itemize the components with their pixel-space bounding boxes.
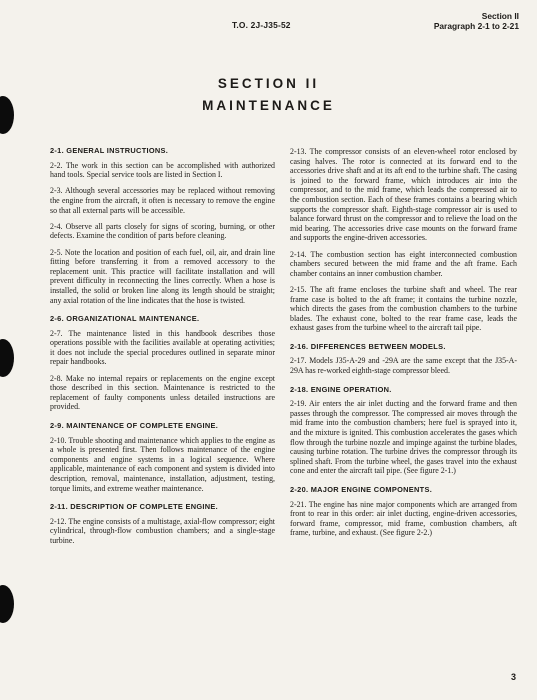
section-title: SECTION II xyxy=(217,76,320,91)
paragraph: 2-13. The compressor consists of an eleven-wheel rotor enclosed by casing halves. The rotor is connected at its forward end to the accessories drive shaft and at its aft end to the turbine shaft. The casing is joined to the forward frame, which introduces air into the compressor, and to the mid frame, which leads the compressed air to the combustion section. Each of these frames contains a bearing which supports the compressor shaft. Eighth-stage compressor air is used to balance forward thrust on the compressor and to relieve the load on the mid bearing. The accessories drive case mounts on the forward frame and supports the engine-driven accessories. xyxy=(290,147,517,243)
paragraph: 2-8. Make no internal repairs or replacements on the engine except those described in this section. Maintenance is restricted to the replacement of faulty components unless detailed instructions are provided. xyxy=(50,373,275,412)
paragraph: 2-4. Observe all parts closely for signs of scoring, burning, or other defects. Examine the condition of parts before cleaning. xyxy=(50,221,275,241)
section-heading: 2-20. MAJOR ENGINE COMPONENTS. xyxy=(290,485,433,494)
section-label: Section II xyxy=(481,11,519,21)
section-heading: 2-1. GENERAL INSTRUCTIONS. xyxy=(50,146,169,155)
paragraph: 2-21. The engine has nine major components which are arranged from front to rear in this order: air inlet ducting, engine-driven accessories, forward frame, compressor, mid frame, combustion chambers, aft frame, turbine, and exhaust. (See figure 2-2.) xyxy=(290,499,517,538)
paragraph: 2-2. The work in this section can be accomplished with authorized hand tools. Special service tools are listed in Section I. xyxy=(50,160,275,180)
binder-hole-bottom xyxy=(0,585,14,623)
section-name: MAINTENANCE xyxy=(202,98,335,113)
paragraph: 2-10. Trouble shooting and maintenance which applies to the engine as a whole is presented first. Then follows maintenance of the engine components and engine systems in a logical sequence. Where applicable, maintenance of each component and system is divided into description, removal, maintenance, installation, adjustment, testing, torque limits, and extreme weather maintenance. xyxy=(50,435,275,493)
section-heading: 2-6. ORGANIZATIONAL MAINTENANCE. xyxy=(50,314,200,324)
paragraph: 2-5. Note the location and position of each fuel, oil, air, and drain line fitting before transferring it from a removed accessory to the replacement unit. This practice will facilitate installation and will prevent difficulty in reconnecting the lines correctly. When a hose is installed, the solid or broken line along its length should be straight; any axial rotation of the line indicates that the hose is twisted. xyxy=(50,247,275,305)
paragraph: 2-19. Air enters the air inlet ducting and the forward frame and then passes through the compressor. The compressed air moves through the mid frame into the combustion chambers; here fuel is sprayed into it, and the mixture is ignited. This combustion accelerates the gases which flow through the turbine nozzle and impinge against the turbine blades, causing turbine rotation. The turbine drives the compressor through its splined shaft. From the turbine wheel, the gases travel into the exhaust cone and enter the aircraft tail pipe. (See figure 2-1.) xyxy=(290,399,517,476)
section-heading: 2-9. MAINTENANCE OF COMPLETE ENGINE. xyxy=(50,421,219,431)
section-heading: 2-18. ENGINE OPERATION. xyxy=(290,384,392,394)
page-number: 3 xyxy=(511,672,517,682)
doc-number: T.O. 2J-J35-52 xyxy=(232,20,291,30)
right-column xyxy=(290,147,517,545)
paragraph: 2-3. Although several accessories may be replaced without removing the engine from the aircraft, it often is necessary to remove the engine so that all external parts will be accessible. xyxy=(50,186,275,215)
paragraph: 2-17. Models J35-A-29 and -29A are the same except that the J35-A-29A has re-worked eighth-stage compressor bleed. xyxy=(290,356,517,376)
paragraph-range: Paragraph 2-1 to 2-21 xyxy=(433,21,519,31)
paragraph: 2-7. The maintenance listed in this handbook describes those operations possible with the facilities available at operating activities; it does not include the special procedures outlined in separate minor repair handbooks. xyxy=(50,328,275,367)
paragraph: 2-14. The combustion section has eight interconnected combustion chambers secured between the mid frame and the aft frame. Each chamber contains an inner combustion chamber. xyxy=(290,249,517,278)
section-heading: 2-11. DESCRIPTION OF COMPLETE ENGINE. xyxy=(50,502,218,512)
running-header xyxy=(434,11,519,31)
paragraph: 2-15. The aft frame encloses the turbine shaft and wheel. The rear frame case is bolted to the aft frame; it contains the turbine nozzle, which directs the gases from the combustion chambers to the turbine blades. The exhaust cone, bolted to the rear frame case, leads the exhaust gases from the turbine wheel to the aircraft tail pipe. xyxy=(290,284,517,333)
left-column xyxy=(50,146,275,552)
binder-hole-middle xyxy=(0,339,14,377)
section-heading: 2-16. DIFFERENCES BETWEEN MODELS. xyxy=(290,341,446,351)
paragraph: 2-12. The engine consists of a multistage, axial-flow compressor; eight cylindrical, through-flow combustion chambers; and a single-stage turbine. xyxy=(50,516,275,545)
